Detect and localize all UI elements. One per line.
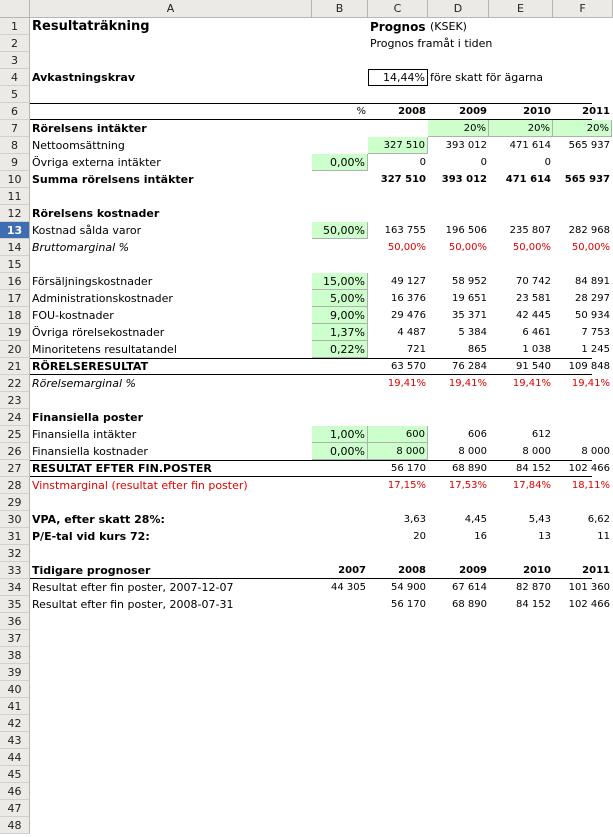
cell-a7[interactable]: Rörelsens intäkter: [32, 122, 147, 135]
row-header-23[interactable]: 23: [0, 392, 30, 409]
cell-e25[interactable]: 612: [531, 429, 551, 440]
row-header-15[interactable]: 15: [0, 256, 30, 273]
cell-f19[interactable]: 7 753: [581, 327, 610, 338]
cell-f22[interactable]: 19,41%: [571, 378, 610, 389]
cell-d16[interactable]: 58 952: [452, 276, 487, 287]
row-header-5[interactable]: 5: [0, 86, 30, 103]
cell-c33[interactable]: 2008: [398, 565, 426, 576]
row-header-18[interactable]: 18: [0, 307, 30, 324]
column-header-a[interactable]: A: [30, 0, 312, 18]
cell-c35[interactable]: 56 170: [391, 599, 426, 610]
row-header-17[interactable]: 17: [0, 290, 30, 307]
cell-d26[interactable]: 8 000: [458, 446, 487, 457]
row-header-27[interactable]: 27: [0, 460, 30, 477]
row-header-34[interactable]: 34: [0, 579, 30, 596]
row-header-31[interactable]: 31: [0, 528, 30, 545]
cell-e21[interactable]: 91 540: [516, 361, 551, 372]
cell-e28[interactable]: 17,84%: [512, 480, 551, 491]
cell-b16[interactable]: 15,00%: [312, 273, 368, 290]
cell-d17[interactable]: 19 651: [452, 293, 487, 304]
cell-a13[interactable]: Kostnad sålda varor: [32, 224, 142, 237]
cell-f17[interactable]: 28 297: [575, 293, 610, 304]
cell-d8[interactable]: 393 012: [445, 140, 487, 151]
cell-d20[interactable]: 865: [467, 344, 487, 355]
column-header-f[interactable]: F: [553, 0, 613, 18]
cell-c14[interactable]: 50,00%: [387, 242, 426, 253]
cell-d18[interactable]: 35 371: [452, 310, 487, 321]
cell-b6[interactable]: %: [356, 106, 366, 117]
cell-b9[interactable]: 0,00%: [312, 154, 368, 171]
cell-f16[interactable]: 84 891: [575, 276, 610, 287]
row-header-48[interactable]: 48: [0, 817, 30, 834]
cell-b33[interactable]: 2007: [338, 565, 366, 576]
cell-a14[interactable]: Bruttomarginal %: [32, 241, 130, 254]
row-header-47[interactable]: 47: [0, 800, 30, 817]
cell-e27[interactable]: 84 152: [516, 463, 551, 474]
cell-a30[interactable]: VPA, efter skatt 28%:: [32, 513, 165, 526]
cell-a27[interactable]: RESULTAT EFTER FIN.POSTER: [32, 462, 212, 475]
cell-c27[interactable]: 56 170: [391, 463, 426, 474]
cell-e19[interactable]: 6 461: [522, 327, 551, 338]
cell-a25[interactable]: Finansiella intäkter: [32, 428, 137, 441]
cell-a34[interactable]: Resultat efter fin poster, 2007-12-07: [32, 581, 234, 594]
cell-d6[interactable]: 2009: [459, 106, 487, 117]
row-header-1[interactable]: 1: [0, 18, 30, 35]
row-header-37[interactable]: 37: [0, 630, 30, 647]
cell-f35[interactable]: 102 466: [568, 599, 610, 610]
row-header-41[interactable]: 41: [0, 698, 30, 715]
cell-f30[interactable]: 6,62: [587, 514, 610, 525]
row-header-2[interactable]: 2: [0, 35, 30, 52]
cell-c21[interactable]: 63 570: [391, 361, 426, 372]
cell-a31[interactable]: P/E-tal vid kurs 72:: [32, 530, 150, 543]
cell-d34[interactable]: 67 614: [452, 582, 487, 593]
cell-f13[interactable]: 282 968: [568, 225, 610, 236]
cell-d28[interactable]: 17,53%: [448, 480, 487, 491]
cell-a12[interactable]: Rörelsens kostnader: [32, 207, 160, 220]
cell-f28[interactable]: 18,11%: [571, 480, 610, 491]
cell-c6[interactable]: 2008: [398, 106, 426, 117]
row-header-36[interactable]: 36: [0, 613, 30, 630]
column-header-d[interactable]: D: [428, 0, 489, 18]
cell-c30[interactable]: 3,63: [403, 514, 426, 525]
cell-e18[interactable]: 42 445: [516, 310, 551, 321]
cell-e13[interactable]: 235 807: [509, 225, 551, 236]
cell-c17[interactable]: 16 376: [391, 293, 426, 304]
row-header-26[interactable]: 26: [0, 443, 30, 460]
row-header-12[interactable]: 12: [0, 205, 30, 222]
cell-a19[interactable]: Övriga rörelsekostnader: [32, 326, 165, 339]
cell-a10[interactable]: Summa rörelsens intäkter: [32, 173, 194, 186]
row-header-19[interactable]: 19: [0, 324, 30, 341]
row-header-9[interactable]: 9: [0, 154, 30, 171]
row-header-40[interactable]: 40: [0, 681, 30, 698]
cell-d33[interactable]: 2009: [459, 565, 487, 576]
cell-e31[interactable]: 13: [538, 531, 551, 542]
cell-e14[interactable]: 50,00%: [512, 242, 551, 253]
cell-c8[interactable]: 327 510: [368, 137, 428, 154]
cell-a17[interactable]: Administrationskostnader: [32, 292, 173, 305]
cell-d19[interactable]: 5 384: [458, 327, 487, 338]
cell-a33[interactable]: Tidigare prognoser: [32, 564, 151, 577]
row-header-4[interactable]: 4: [0, 69, 30, 86]
column-header-e[interactable]: E: [489, 0, 553, 18]
cell-e7[interactable]: 20%: [489, 120, 553, 137]
cell-e17[interactable]: 23 581: [516, 293, 551, 304]
cell-d9[interactable]: 0: [480, 157, 487, 168]
cell-b13[interactable]: 50,00%: [312, 222, 368, 239]
cell-e9[interactable]: 0: [544, 157, 551, 168]
cell-d35[interactable]: 68 890: [452, 599, 487, 610]
row-header-13[interactable]: 13: [0, 222, 30, 239]
cell-a22[interactable]: Rörelsemarginal %: [32, 377, 136, 390]
cell-a35[interactable]: Resultat efter fin poster, 2008-07-31: [32, 598, 234, 611]
row-header-35[interactable]: 35: [0, 596, 30, 613]
row-header-32[interactable]: 32: [0, 545, 30, 562]
cell-d31[interactable]: 16: [474, 531, 487, 542]
row-header-11[interactable]: 11: [0, 188, 30, 205]
row-header-10[interactable]: 10: [0, 171, 30, 188]
cell-f8[interactable]: 565 937: [568, 140, 610, 151]
cell-a28[interactable]: Vinstmarginal (resultat efter fin poster): [32, 479, 248, 492]
cell-b19[interactable]: 1,37%: [312, 324, 368, 341]
row-header-29[interactable]: 29: [0, 494, 30, 511]
cell-f34[interactable]: 101 360: [568, 582, 610, 593]
cell-d22[interactable]: 19,41%: [448, 378, 487, 389]
row-header-22[interactable]: 22: [0, 375, 30, 392]
cell-a26[interactable]: Finansiella kostnader: [32, 445, 148, 458]
cell-d27[interactable]: 68 890: [452, 463, 487, 474]
cell-f21[interactable]: 109 848: [568, 361, 610, 372]
row-header-42[interactable]: 42: [0, 715, 30, 732]
row-header-30[interactable]: 30: [0, 511, 30, 528]
cell-a4[interactable]: Avkastningskrav: [32, 71, 136, 84]
cell-a21[interactable]: RÖRELSERESULTAT: [32, 360, 149, 373]
cell-a20[interactable]: Minoritetens resultatandel: [32, 343, 177, 356]
cell-d10[interactable]: 393 012: [441, 174, 487, 185]
cell-f6[interactable]: 2011: [582, 106, 610, 117]
cell-d7[interactable]: 20%: [428, 120, 489, 137]
cell-e33[interactable]: 2010: [523, 565, 551, 576]
row-header-14[interactable]: 14: [0, 239, 30, 256]
row-header-39[interactable]: 39: [0, 664, 30, 681]
cell-e26[interactable]: 8 000: [522, 446, 551, 457]
row-header-8[interactable]: 8: [0, 137, 30, 154]
cell-c28[interactable]: 17,15%: [387, 480, 426, 491]
cell-e16[interactable]: 70 742: [516, 276, 551, 287]
cell-d30[interactable]: 4,45: [464, 514, 487, 525]
cell-a1[interactable]: Resultaträkning: [32, 19, 150, 34]
cell-c34[interactable]: 54 900: [391, 582, 426, 593]
cell-c13[interactable]: 163 755: [384, 225, 426, 236]
row-header-45[interactable]: 45: [0, 766, 30, 783]
cell-d21[interactable]: 76 284: [452, 361, 487, 372]
cell-c25[interactable]: 600: [368, 426, 428, 443]
select-all-corner[interactable]: [0, 0, 30, 18]
cell-a18[interactable]: FOU-kostnader: [32, 309, 114, 322]
cell-e20[interactable]: 1 038: [522, 344, 551, 355]
cell-f10[interactable]: 565 937: [564, 174, 610, 185]
cell-b34[interactable]: 44 305: [331, 582, 366, 593]
cell-d13[interactable]: 196 506: [445, 225, 487, 236]
cell-d1[interactable]: (KSEK): [430, 20, 467, 33]
cell-e22[interactable]: 19,41%: [512, 378, 551, 389]
column-header-c[interactable]: C: [368, 0, 428, 18]
row-header-6[interactable]: 6: [0, 103, 30, 120]
row-header-24[interactable]: 24: [0, 409, 30, 426]
cell-c2[interactable]: Prognos framåt i tiden: [370, 37, 493, 50]
cell-d14[interactable]: 50,00%: [448, 242, 487, 253]
cell-f18[interactable]: 50 934: [575, 310, 610, 321]
row-header-43[interactable]: 43: [0, 732, 30, 749]
cell-e8[interactable]: 471 614: [509, 140, 551, 151]
row-header-7[interactable]: 7: [0, 120, 30, 137]
cell-c19[interactable]: 4 487: [397, 327, 426, 338]
cell-e35[interactable]: 84 152: [516, 599, 551, 610]
row-header-25[interactable]: 25: [0, 426, 30, 443]
row-header-3[interactable]: 3: [0, 52, 30, 69]
cell-f33[interactable]: 2011: [582, 565, 610, 576]
cell-d4[interactable]: före skatt för ägarna: [430, 71, 544, 84]
row-header-28[interactable]: 28: [0, 477, 30, 494]
cell-e30[interactable]: 5,43: [528, 514, 551, 525]
cell-c1[interactable]: Prognos: [370, 19, 426, 34]
cell-b25[interactable]: 1,00%: [312, 426, 368, 443]
cell-c31[interactable]: 20: [413, 531, 426, 542]
cell-a9[interactable]: Övriga externa intäkter: [32, 156, 161, 169]
cell-c26[interactable]: 8 000: [368, 443, 428, 460]
cell-c4[interactable]: 14,44%: [368, 69, 428, 86]
row-header-20[interactable]: 20: [0, 341, 30, 358]
cell-e34[interactable]: 82 870: [516, 582, 551, 593]
row-header-16[interactable]: 16: [0, 273, 30, 290]
column-header-b[interactable]: B: [312, 0, 368, 18]
cell-f26[interactable]: 8 000: [581, 446, 610, 457]
cell-b17[interactable]: 5,00%: [312, 290, 368, 307]
cell-b20[interactable]: 0,22%: [312, 341, 368, 358]
cell-d25[interactable]: 606: [467, 429, 487, 440]
cell-b26[interactable]: 0,00%: [312, 443, 368, 460]
row-header-44[interactable]: 44: [0, 749, 30, 766]
cell-f31[interactable]: 11: [597, 531, 610, 542]
cell-a16[interactable]: Försäljningskostnader: [32, 275, 153, 288]
cell-c22[interactable]: 19,41%: [387, 378, 426, 389]
row-header-46[interactable]: 46: [0, 783, 30, 800]
cell-c9[interactable]: 0: [419, 157, 426, 168]
cell-f27[interactable]: 102 466: [568, 463, 610, 474]
cell-f20[interactable]: 1 245: [581, 344, 610, 355]
row-header-21[interactable]: 21: [0, 358, 30, 375]
row-header-38[interactable]: 38: [0, 647, 30, 664]
cell-c10[interactable]: 327 510: [380, 174, 426, 185]
cell-c20[interactable]: 721: [406, 344, 426, 355]
cell-e6[interactable]: 2010: [523, 106, 551, 117]
cell-b18[interactable]: 9,00%: [312, 307, 368, 324]
cell-f7[interactable]: 20%: [553, 120, 612, 137]
cell-f14[interactable]: 50,00%: [571, 242, 610, 253]
cell-a8[interactable]: Nettoomsättning: [32, 139, 125, 152]
cell-c18[interactable]: 29 476: [391, 310, 426, 321]
row-header-33[interactable]: 33: [0, 562, 30, 579]
cell-c16[interactable]: 49 127: [391, 276, 426, 287]
cell-a24[interactable]: Finansiella poster: [32, 411, 144, 424]
cell-e10[interactable]: 471 614: [505, 174, 551, 185]
